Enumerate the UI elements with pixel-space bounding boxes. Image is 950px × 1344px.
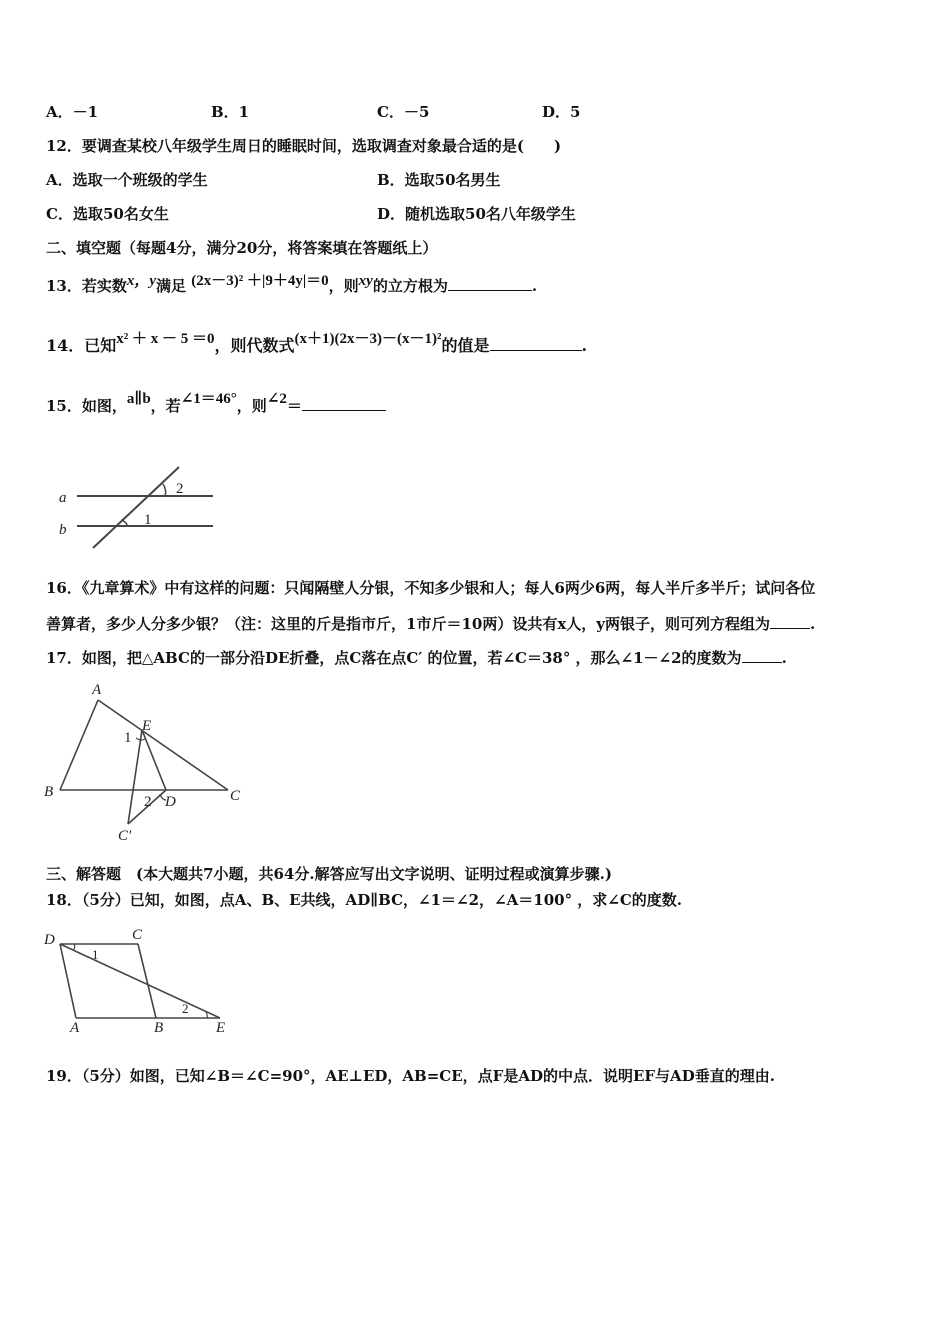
fig15-label-1: 1 — [144, 512, 152, 528]
q14-line — [46, 331, 588, 357]
figure-q15 — [55, 462, 225, 554]
q14-mid: ，则代数式 — [214, 336, 295, 355]
fig17-label-c-prime: C′ — [118, 828, 132, 844]
q15-angle-2: ∠2 — [266, 391, 287, 407]
q13-formula: (2x－3)² ＋|9＋4y|＝0 — [191, 273, 329, 289]
q16-tail: . — [809, 615, 816, 633]
fig17-label-e: E — [142, 718, 152, 734]
q12-option-d: D．随机选取50名八年级学生 — [377, 205, 576, 223]
section-2-heading: 二、填空题（每题4分，满分20分，将答案填在答题纸上） — [46, 239, 438, 257]
q11-option-c: C．－5 — [377, 103, 430, 121]
q15-answer-blank[interactable] — [302, 396, 386, 411]
fig18-label-b: B — [154, 1020, 164, 1036]
q14-answer-blank[interactable] — [490, 336, 582, 351]
q13-var2: xy — [358, 273, 373, 289]
q13-mid: 满足 — [156, 277, 187, 295]
q16-line-2-wrap — [46, 614, 815, 634]
fig17-label-1: 1 — [124, 730, 132, 746]
q15-pre: 15．如图， — [46, 397, 127, 415]
q11-option-a: A．－1 — [46, 103, 99, 121]
fig17-label-b: B — [44, 784, 54, 800]
fig18-label-1: 1 — [92, 947, 99, 962]
q15-parallel: a∥b — [126, 391, 151, 407]
q17-line — [46, 648, 787, 668]
q12-stem: 12．要调查某校八年级学生周日的睡眠时间，选取调查对象最合适的是( ) — [46, 137, 562, 155]
q15-end: ＝ — [286, 397, 302, 415]
q15-mid2: ，则 — [236, 397, 267, 415]
q13-line — [46, 273, 538, 297]
q13-post: ，则 — [328, 277, 359, 295]
figure-q18 — [42, 924, 242, 1036]
q12-option-a: A．选取一个班级的学生 — [46, 171, 208, 189]
q19-text: 19．（5分）如图，已知∠B＝∠C=90°，AE⊥ED，AB=CE，点F是AD的中点．说明EF与AD垂直的理由. — [46, 1067, 775, 1085]
q14-end: 的值是 — [441, 336, 490, 355]
figure-q17 — [42, 682, 252, 848]
fig18-label-d: D — [44, 932, 55, 948]
q15-line — [46, 391, 386, 417]
fig17-label-d: D — [165, 794, 176, 810]
q16-answer-blank[interactable] — [770, 614, 810, 629]
fig15-label-b: b — [59, 522, 67, 538]
q15-mid: ，若 — [150, 397, 181, 415]
q17-answer-blank[interactable] — [742, 648, 782, 663]
q13-end: 的立方根为 — [372, 277, 448, 295]
fig18-label-e: E — [216, 1020, 226, 1036]
fig18-label-c: C — [132, 927, 143, 943]
q15-angle-1: ∠1＝46° — [180, 391, 237, 407]
q14-pre: 14．已知 — [46, 336, 117, 355]
fig17-label-a: A — [92, 682, 102, 698]
q14-formula-2: (x＋1)(2x－3)－(x－1)² — [294, 331, 442, 347]
q16-line-2: 善算者，多少人分多少银？（注：这里的斤是指市斤，1市斤＝10两）设共有x人，y两银子，则可列方程组为 — [46, 615, 770, 633]
q17-tail: . — [781, 649, 787, 667]
section-3-heading: 三、解答题 (本大题共7小题，共64分.解答应写出文字说明、证明过程或演算步骤.) — [46, 865, 612, 883]
q17-text: 17．如图，把△ABC的一部分沿DE折叠，点C落在点C′ 的位置，若∠C＝38° ，那么∠1－∠2的度数为 — [46, 649, 742, 667]
fig15-label-a: a — [59, 490, 67, 506]
q16-line-1: 16．《九章算术》中有这样的问题：只闻隔壁人分银，不知多少银和人；每人6两少6两，每人半斤多半斤；试问各位 — [46, 579, 816, 597]
q11-option-b: B．1 — [211, 103, 250, 121]
q14-tail: . — [581, 336, 588, 355]
q13-tail: . — [531, 277, 538, 295]
fig18-label-2: 2 — [182, 1001, 189, 1016]
fig15-label-2: 2 — [176, 481, 184, 497]
fig17-label-2: 2 — [144, 794, 152, 810]
fig18-label-a: A — [70, 1020, 80, 1036]
q18-text: 18．（5分）已知，如图，点A、B、E共线，AD∥BC，∠1＝∠2，∠A＝100° ，求∠C的度数. — [46, 891, 683, 909]
q12-option-b: B．选取50名男生 — [377, 171, 501, 189]
q12-option-c: C．选取50名女生 — [46, 205, 169, 223]
fig17-label-c: C — [230, 788, 241, 804]
q13-pre: 13．若实数 — [46, 277, 127, 295]
q13-vars: x，y — [126, 273, 157, 289]
q13-answer-blank[interactable] — [448, 276, 532, 291]
q14-formula-1: x² ＋ x － 5 ＝0 — [116, 331, 215, 347]
q11-option-d: D．5 — [542, 103, 581, 121]
